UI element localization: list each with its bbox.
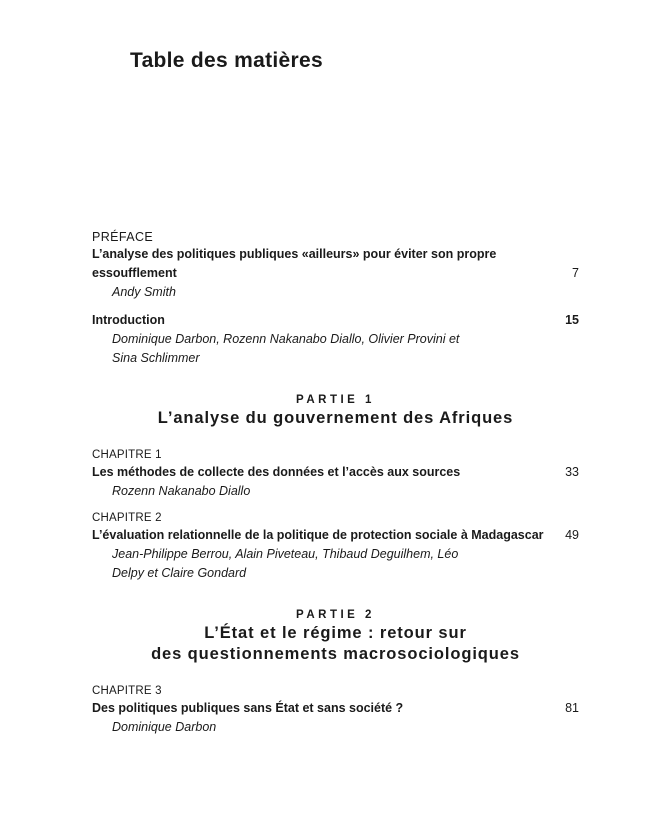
part-2-title-line-1: L’État et le régime : retour sur [204,624,467,642]
preface-label: PRÉFACE [92,230,154,244]
preface-row [92,245,579,283]
preface-title: L’analyse des politiques publiques «ailleurs» pour éviter son propre essoufflement [92,247,497,280]
chapter-1-page-number: 33 [565,465,579,479]
chapter-1-row [92,463,579,482]
part-1-title: L’analyse du gouvernement des Afriques [157,409,514,427]
part-2-heading [92,607,579,665]
part-1-heading [92,392,579,429]
page-title: Table des matières [130,49,323,72]
chapter-3-label: CHAPITRE 3 [92,685,162,697]
chapter-3-authors: Dominique Darbon [112,720,217,734]
introduction-entry [92,311,579,368]
chapter-1-authors: Rozenn Nakanabo Diallo [112,484,251,498]
introduction-title: Introduction [92,313,165,327]
chapter-3-page-number: 81 [565,701,579,715]
chapter-2-row [92,526,579,545]
preface-page-number: 7 [572,266,579,280]
chapter-1-title: Les méthodes de collecte des données et l’accès aux sources [92,465,461,479]
chapter-2-label: CHAPITRE 2 [92,512,162,524]
chapter-2-entry [92,510,579,583]
part-1-number: PARTIE 1 [296,394,375,406]
preface-entry [92,229,579,302]
introduction-row [92,311,579,330]
chapter-1-label: CHAPITRE 1 [92,449,162,461]
chapter-2-title: L’évaluation relationnelle de la politique de protection sociale à Madagascar [92,528,544,542]
chapter-2-page-number: 49 [565,528,579,542]
part-2-number: PARTIE 2 [296,609,375,621]
chapter-3-row [92,699,579,718]
preface-authors: Andy Smith [112,285,176,299]
chapter-3-title: Des politiques publiques sans État et sans société ? [92,701,404,715]
chapter-3-entry [92,683,579,737]
introduction-authors: Dominique Darbon, Rozenn Nakanabo Diallo, Olivier Provini et Sina Schlimmer [112,332,460,365]
introduction-page-number: 15 [565,313,579,327]
part-2-title-line-2: des questionnements macrosociologiques [151,645,520,663]
chapter-2-authors: Jean-Philippe Berrou, Alain Piveteau, Thibaud Deguilhem, Léo Delpy et Claire Gondard [112,547,459,580]
table-of-contents [92,229,579,746]
chapter-1-entry [92,447,579,501]
